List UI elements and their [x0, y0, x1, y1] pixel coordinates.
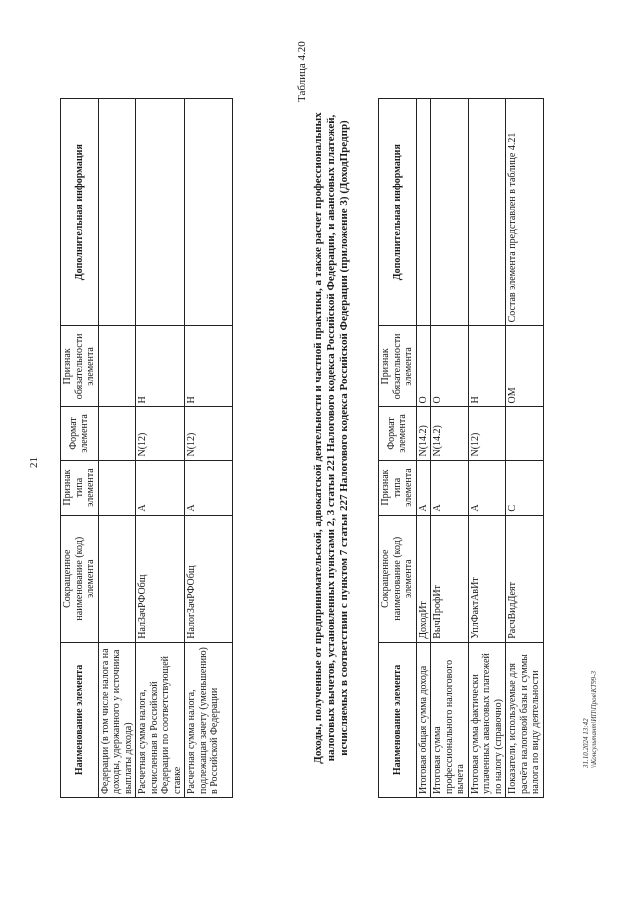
cell-format: N(14.2) — [431, 407, 469, 460]
cell-type: А — [185, 460, 233, 515]
table-row — [506, 99, 544, 798]
cell-type: А — [431, 460, 469, 515]
table-row — [468, 99, 506, 798]
cell-abbr: НалЗачРФОбщ — [136, 515, 185, 642]
cell-info: Состав элемента представлен в таблице 4.21 — [506, 99, 544, 326]
cell-abbr: УплФактАвИт — [468, 515, 506, 642]
cell-abbr: ДоходИт — [416, 515, 431, 642]
table-row — [136, 99, 185, 798]
cell-type — [98, 460, 136, 515]
table-row — [185, 99, 233, 798]
header-abbr: Сокращенное наименование (код) элемента — [379, 515, 417, 642]
table-header-row — [61, 99, 99, 798]
cell-info — [416, 99, 431, 326]
table-row — [416, 99, 431, 798]
cell-format: N(12) — [468, 407, 506, 460]
header-abbr: Сокращенное наименование (код) элемента — [61, 515, 99, 642]
cell-name: Расчетная сумма налога, исчисленная в Российской Федерации по соответствующей ставке — [136, 642, 185, 797]
cell-name: Расчетная сумма налога, подлежащая зачету (уменьшению) в Российской Федерации — [185, 642, 233, 797]
cell-required: Н — [136, 326, 185, 407]
cell-name: Итоговая общая сумма дохода — [416, 642, 431, 797]
cell-name: Итоговая сумма фактически уплаченных авансовых платежей по налогу (справочно) — [468, 642, 506, 797]
cell-abbr: НалогЗачРФОбщ — [185, 515, 233, 642]
cell-format — [506, 407, 544, 460]
cell-required — [98, 326, 136, 407]
cell-type: А — [468, 460, 506, 515]
header-type: Признак типа элемента — [61, 460, 99, 515]
cell-format: N(14.2) — [416, 407, 431, 460]
table-label: Таблица 4.20 — [296, 41, 308, 102]
table-row — [98, 99, 136, 798]
cell-required: ОМ — [506, 326, 544, 407]
header-required: Признак обязательности элемента — [61, 326, 99, 407]
cell-format: N(12) — [136, 407, 185, 460]
header-info: Дополнительная информация — [61, 99, 99, 326]
cell-info — [185, 99, 233, 326]
stamp-line-1: 31.10.2024 13:42 — [582, 718, 590, 768]
cell-type: С — [506, 460, 544, 515]
cell-abbr: ВычПрофИт — [431, 515, 469, 642]
page-number: 21 — [28, 457, 40, 468]
cell-required: Н — [185, 326, 233, 407]
table-caption: Доходы, полученные от предпринимательской, адвокатской деятельности и частной практики, а также расчет профессиональных налоговых вычетов, установленных пунктами 2, 3 статьи 221 Налогового кодекса Российской Федерации, и авансовых платежей, исчисляемых в соответствии с пунктом 7 статьи 227 Налогового кодекса Российской Федерации (приложение 3) (ДоходПредпр) — [312, 112, 350, 764]
header-format: Формат элемента — [61, 407, 99, 460]
cell-format: N(12) — [185, 407, 233, 460]
cell-abbr — [98, 515, 136, 642]
cell-info — [98, 99, 136, 326]
header-required: Признак обязательности элемента — [379, 326, 417, 407]
header-type: Признак типа элемента — [379, 460, 417, 515]
cell-abbr: РасчВидДеят — [506, 515, 544, 642]
cell-info — [468, 99, 506, 326]
table-header-row — [379, 99, 417, 798]
cell-name: Итоговая сумма профессионального налогового вычета — [431, 642, 469, 797]
cell-required: О — [416, 326, 431, 407]
cell-required: Н — [468, 326, 506, 407]
print-stamp — [582, 671, 598, 768]
cell-format — [98, 407, 136, 460]
cell-name: Показатели, используемые для расчёта налоговой базы и суммы налога по виду деятельности — [506, 642, 544, 797]
cell-info — [136, 99, 185, 326]
cell-type: А — [136, 460, 185, 515]
header-name: Наименование элемента — [379, 642, 417, 797]
table-4-19-continuation — [60, 98, 233, 798]
stamp-line-2: \\Консультант\ИП\Пров\КТ99-3 — [590, 671, 598, 768]
cell-info — [431, 99, 469, 326]
cell-type: А — [416, 460, 431, 515]
header-info: Дополнительная информация — [379, 99, 417, 326]
header-name: Наименование элемента — [61, 642, 99, 797]
cell-required: О — [431, 326, 469, 407]
table-4-20 — [378, 98, 544, 798]
cell-name: Федерации (в том числе налога на доходы, удержанного у источника выплаты дохода) — [98, 642, 136, 797]
header-format: Формат элемента — [379, 407, 417, 460]
table-row — [431, 99, 469, 798]
